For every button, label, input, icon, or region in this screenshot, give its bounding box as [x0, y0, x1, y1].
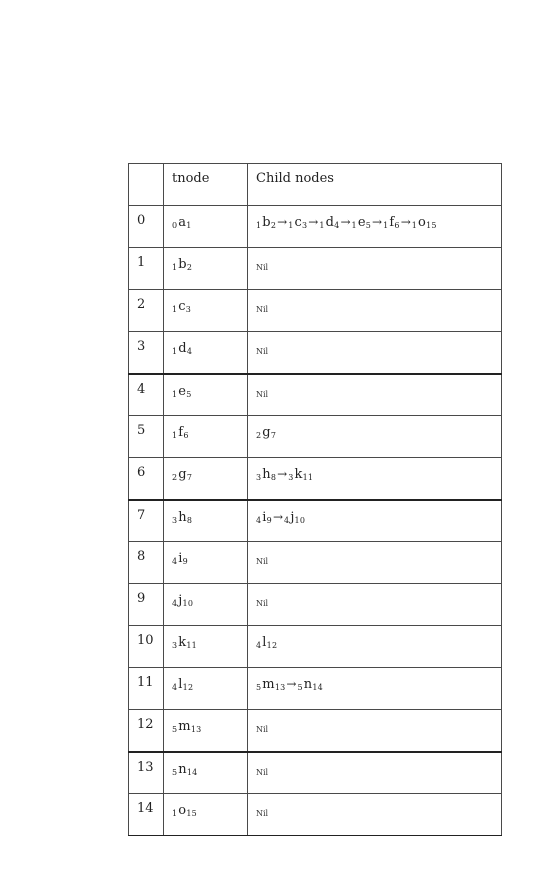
header-children-cell	[248, 164, 502, 206]
node-label	[172, 467, 192, 482]
node-level: 2	[256, 431, 262, 440]
node-id: 9	[266, 515, 272, 525]
node-name: g	[178, 467, 187, 482]
nil-label: Nil	[256, 347, 269, 356]
arrow-icon: →	[308, 215, 319, 229]
tnode-cell	[164, 458, 248, 500]
node-level: 1	[172, 431, 178, 440]
node-label	[172, 803, 197, 818]
node-label	[172, 299, 191, 314]
tnode-value	[172, 248, 247, 276]
node-id: 5	[365, 221, 372, 230]
node-id: 10	[182, 599, 194, 608]
node-id: 14	[186, 767, 198, 777]
child-nodes-value	[256, 290, 501, 318]
tnode-value	[172, 332, 247, 360]
child-nodes-value	[256, 542, 501, 570]
child-nodes-cell	[248, 542, 502, 584]
node-id: 9	[182, 557, 188, 566]
node-name: f	[178, 425, 184, 440]
tnode-cell	[164, 542, 248, 584]
header-child-nodes: Child nodes	[256, 171, 334, 186]
node-label	[172, 215, 192, 230]
row-index: 2	[137, 297, 146, 312]
table-row	[129, 458, 502, 500]
table-row	[129, 794, 502, 836]
node-level: 5	[172, 725, 178, 734]
tnode-table	[128, 163, 502, 836]
row-index: 9	[137, 591, 146, 606]
node-id: 3	[301, 221, 308, 230]
node-label	[172, 341, 192, 356]
node-level: 4	[172, 683, 178, 692]
child-nodes-cell	[248, 290, 502, 332]
nil-label: Nil	[256, 389, 269, 399]
node-name: l	[178, 677, 183, 692]
child-nodes-cell	[248, 374, 502, 416]
node-level: 5	[256, 683, 262, 692]
table-row	[129, 752, 502, 794]
tnode-cell	[164, 794, 248, 836]
tnode-cell	[164, 206, 248, 248]
child-nodes-cell	[248, 458, 502, 500]
child-nodes-value	[256, 584, 501, 612]
node-name: i	[262, 509, 267, 525]
node-level: 4	[256, 641, 262, 650]
node-name: n	[178, 761, 187, 777]
node-level: 1	[319, 221, 325, 230]
node-name: i	[178, 551, 183, 566]
nil-label: Nil	[256, 263, 269, 272]
tnode-cell	[164, 290, 248, 332]
node-level: 3	[172, 641, 178, 650]
node-level: 0	[172, 221, 178, 230]
child-nodes-cell	[248, 332, 502, 374]
nil-label: Nil	[256, 599, 269, 608]
index-cell	[129, 206, 164, 248]
row-index: 3	[137, 339, 146, 354]
node-id: 8	[186, 515, 193, 525]
node-id: 13	[274, 683, 286, 692]
node-id: 4	[334, 221, 340, 230]
nil-label: Nil	[256, 557, 269, 566]
node-level: 3	[172, 515, 178, 525]
tnode-value	[172, 375, 247, 403]
tnode-cell	[164, 416, 248, 458]
table-row	[129, 248, 502, 290]
arrow-icon: →	[400, 215, 411, 229]
node-level: 5	[172, 767, 178, 777]
child-nodes-value	[256, 458, 501, 486]
child-nodes-value	[256, 626, 501, 654]
node-label	[172, 510, 192, 525]
table-row	[129, 332, 502, 374]
node-name: f	[389, 215, 395, 230]
node-level: 4	[256, 515, 262, 525]
node-id: 1	[186, 221, 192, 230]
tnode-value	[172, 206, 247, 234]
row-index: 4	[137, 381, 146, 397]
node-id: 11	[302, 473, 314, 482]
row-index: 14	[137, 801, 154, 816]
tnode-value	[172, 626, 247, 654]
tnode-cell	[164, 668, 248, 710]
header-tnode: tnode	[172, 171, 210, 186]
node-id: 7	[270, 431, 277, 440]
row-index: 13	[137, 759, 154, 775]
node-name: b	[262, 215, 271, 230]
node-id: 10	[294, 515, 306, 525]
node-level: 3	[256, 473, 262, 482]
child-nodes-value	[256, 753, 501, 781]
node-level: 4	[172, 557, 178, 566]
child-nodes-value	[256, 501, 501, 529]
row-index: 6	[137, 465, 146, 480]
node-level: 1	[172, 347, 178, 356]
table-row	[129, 290, 502, 332]
node-id: 11	[186, 641, 197, 650]
child-nodes-cell	[248, 752, 502, 794]
nil-label: Nil	[256, 767, 269, 777]
tnode-value	[172, 542, 247, 570]
child-nodes-value	[256, 332, 501, 360]
child-nodes-cell	[248, 794, 502, 836]
node-label	[256, 425, 276, 440]
index-cell	[129, 332, 164, 374]
table-row	[129, 626, 502, 668]
node-label	[172, 677, 193, 692]
node-level: 2	[172, 473, 178, 482]
header-tnode-cell	[164, 164, 248, 206]
index-cell	[129, 542, 164, 584]
arrow-icon: →	[372, 215, 383, 229]
row-index: 12	[137, 717, 154, 732]
node-level: 1	[351, 221, 357, 230]
node-label	[172, 384, 192, 399]
node-label	[297, 677, 322, 692]
node-id: 15	[186, 809, 197, 818]
header-index	[137, 164, 163, 171]
tnode-value	[172, 458, 247, 486]
arrow-icon: →	[277, 467, 288, 481]
row-index: 1	[137, 255, 146, 270]
tnode-value	[172, 584, 247, 612]
child-nodes-cell	[248, 668, 502, 710]
node-name: h	[262, 467, 271, 482]
node-name: o	[418, 215, 427, 230]
arrow-icon: →	[272, 509, 284, 524]
arrow-icon: →	[340, 215, 351, 229]
table-body	[129, 206, 502, 836]
node-id: 6	[394, 221, 400, 230]
node-label	[412, 215, 437, 230]
node-level: 1	[288, 221, 294, 230]
node-id: 12	[266, 641, 278, 650]
node-id: 14	[312, 683, 323, 692]
tnode-cell	[164, 626, 248, 668]
node-label	[256, 215, 276, 230]
child-nodes-value	[256, 794, 501, 822]
node-id: 4	[186, 347, 193, 356]
node-name: c	[294, 215, 302, 230]
node-level: 1	[172, 809, 178, 818]
node-name: o	[178, 803, 187, 818]
node-level: 1	[411, 221, 418, 230]
child-nodes-cell	[248, 416, 502, 458]
node-label	[383, 215, 400, 230]
node-name: e	[178, 383, 187, 399]
row-index: 8	[137, 549, 146, 564]
table-row	[129, 584, 502, 626]
index-cell	[129, 248, 164, 290]
table-row	[129, 416, 502, 458]
node-level: 1	[172, 305, 178, 314]
table-row	[129, 668, 502, 710]
node-label	[256, 467, 276, 482]
nil-label: Nil	[256, 305, 269, 314]
tnode-value	[172, 668, 247, 696]
child-nodes-cell	[248, 584, 502, 626]
tnode-cell	[164, 584, 248, 626]
tnode-cell	[164, 248, 248, 290]
row-index: 5	[137, 423, 146, 438]
nil-label: Nil	[256, 725, 269, 734]
node-label	[172, 593, 193, 608]
node-level: 1	[256, 221, 262, 230]
node-id: 3	[185, 305, 192, 314]
child-nodes-value	[256, 416, 501, 444]
node-name: j	[178, 593, 183, 608]
node-label	[172, 425, 189, 440]
node-id: 15	[426, 221, 437, 230]
node-id: 2	[270, 221, 277, 230]
child-nodes-cell	[248, 500, 502, 542]
node-id: 8	[270, 473, 277, 482]
node-id: 12	[182, 683, 194, 692]
index-cell	[129, 626, 164, 668]
node-name: c	[178, 299, 186, 314]
tnode-value	[172, 416, 247, 444]
node-id: 5	[186, 389, 192, 399]
child-nodes-cell	[248, 710, 502, 752]
index-cell	[129, 752, 164, 794]
node-name: b	[178, 257, 187, 272]
node-level: 1	[383, 221, 389, 230]
node-level: 5	[297, 683, 303, 692]
tnode-value	[172, 501, 247, 529]
tnode-cell	[164, 752, 248, 794]
node-name: d	[325, 215, 335, 230]
node-name: a	[178, 215, 187, 230]
node-label	[256, 510, 272, 525]
tnode-value	[172, 710, 247, 738]
node-label	[172, 719, 201, 734]
table-row	[129, 206, 502, 248]
node-label	[172, 551, 188, 566]
tnode-cell	[164, 374, 248, 416]
node-level: 3	[288, 473, 294, 482]
tnode-value	[172, 753, 247, 781]
index-cell	[129, 710, 164, 752]
node-name: h	[178, 509, 187, 525]
row-index: 11	[137, 675, 154, 690]
node-level: 4	[284, 515, 290, 525]
node-name: m	[178, 719, 191, 734]
row-index: 7	[137, 507, 146, 523]
index-cell	[129, 374, 164, 416]
tnode-value	[172, 794, 247, 822]
index-cell	[129, 584, 164, 626]
node-name: n	[303, 677, 313, 692]
child-nodes-cell	[248, 206, 502, 248]
header-index-cell	[129, 164, 164, 206]
nil-label: Nil	[256, 809, 269, 818]
table-row	[129, 542, 502, 584]
node-label	[172, 257, 192, 272]
node-name: m	[262, 677, 275, 692]
child-nodes-value	[256, 668, 501, 696]
table-row	[129, 500, 502, 542]
node-name: k	[294, 467, 303, 482]
node-label	[288, 467, 313, 482]
node-name: l	[262, 635, 267, 650]
node-name: d	[178, 341, 187, 356]
node-name: j	[290, 509, 295, 525]
tnode-cell	[164, 332, 248, 374]
tnode-value	[172, 290, 247, 318]
index-cell	[129, 794, 164, 836]
child-nodes-value	[256, 248, 501, 276]
table-row	[129, 374, 502, 416]
table-row	[129, 710, 502, 752]
node-label	[256, 677, 285, 692]
node-name: g	[262, 425, 271, 440]
header-row	[129, 164, 502, 206]
child-nodes-cell	[248, 248, 502, 290]
node-label	[256, 635, 277, 650]
index-cell	[129, 458, 164, 500]
node-id: 7	[186, 473, 193, 482]
index-cell	[129, 416, 164, 458]
node-level: 4	[172, 599, 178, 608]
index-cell	[129, 290, 164, 332]
tnode-cell	[164, 500, 248, 542]
row-index: 10	[137, 633, 154, 648]
node-name: e	[357, 215, 366, 230]
node-label	[352, 215, 372, 230]
node-label	[288, 215, 307, 230]
node-label	[172, 762, 197, 777]
child-nodes-value	[256, 710, 501, 738]
node-id: 13	[190, 725, 202, 734]
node-id: 2	[186, 263, 193, 272]
node-id: 6	[183, 431, 189, 440]
child-nodes-cell	[248, 626, 502, 668]
node-level: 1	[172, 389, 178, 399]
node-level: 1	[172, 263, 178, 272]
node-label	[284, 510, 305, 525]
child-nodes-value	[256, 375, 501, 403]
child-nodes-value	[256, 206, 501, 234]
node-label	[172, 635, 197, 650]
row-index: 0	[137, 213, 146, 228]
index-cell	[129, 668, 164, 710]
tnode-cell	[164, 710, 248, 752]
index-cell	[129, 500, 164, 542]
node-label	[319, 215, 339, 230]
arrow-icon: →	[286, 677, 297, 691]
node-name: k	[178, 635, 187, 650]
arrow-icon: →	[277, 215, 288, 229]
